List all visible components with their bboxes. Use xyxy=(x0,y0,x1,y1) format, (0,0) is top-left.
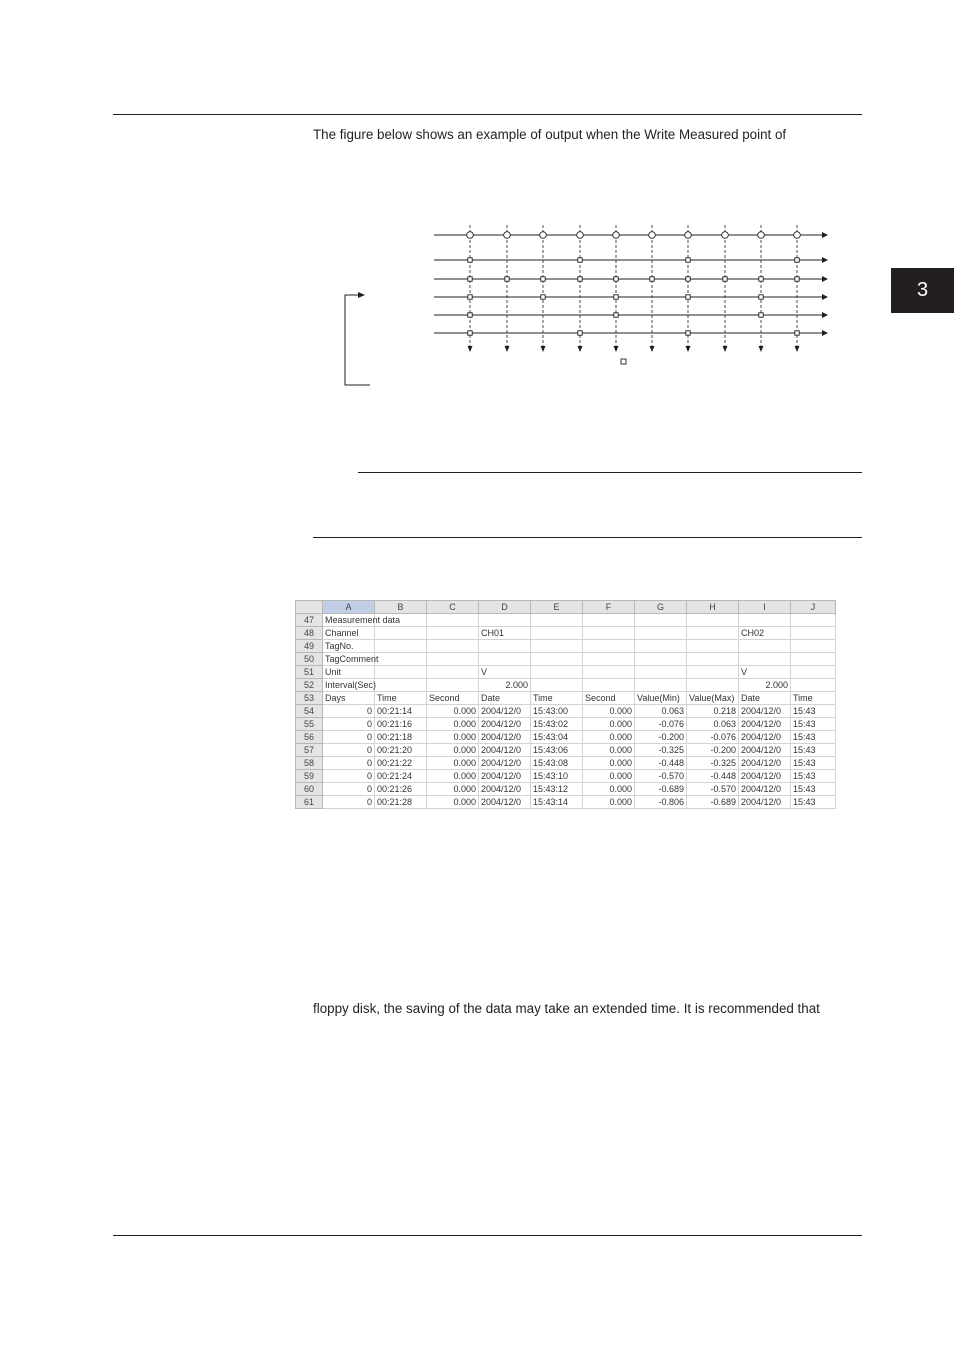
sample-square-marker xyxy=(759,295,763,299)
down-arrowhead xyxy=(578,346,583,352)
sheet-cell[interactable]: 0 xyxy=(323,731,375,744)
sheet-cell[interactable]: 15:43 xyxy=(791,783,836,796)
sheet-cell[interactable]: -0.325 xyxy=(687,757,739,770)
sheet-cell[interactable]: -0.689 xyxy=(635,783,687,796)
sheet-cell[interactable]: 00:21:20 xyxy=(375,744,427,757)
sheet-cell[interactable] xyxy=(583,627,635,640)
sample-square-marker xyxy=(505,277,509,281)
sheet-cell[interactable]: 0 xyxy=(323,770,375,783)
note-bottom-rule xyxy=(313,537,862,538)
top-rule xyxy=(113,114,862,115)
sheet-cell[interactable] xyxy=(583,666,635,679)
down-arrowhead xyxy=(759,346,764,352)
sample-square-marker xyxy=(686,295,690,299)
column-header[interactable]: C xyxy=(427,601,479,614)
sheet-cell[interactable]: Time xyxy=(375,692,427,705)
sheet-cell[interactable]: 15:43:08 xyxy=(531,757,583,770)
sample-circle-marker xyxy=(685,232,692,239)
sheet-cell[interactable] xyxy=(583,653,635,666)
sheet-cell[interactable]: -0.076 xyxy=(687,731,739,744)
sample-square-marker xyxy=(686,258,690,262)
sheet-cell[interactable] xyxy=(739,614,791,627)
sheet-cell[interactable] xyxy=(479,640,531,653)
sheet-cell[interactable]: 15:43:14 xyxy=(531,796,583,809)
sheet-cell[interactable]: -0.448 xyxy=(687,770,739,783)
sheet-cell[interactable]: 2004/12/0 xyxy=(479,770,531,783)
sheet-cell[interactable] xyxy=(739,653,791,666)
column-header[interactable]: E xyxy=(531,601,583,614)
row-header[interactable]: 61 xyxy=(296,796,323,809)
right-arrowhead xyxy=(822,257,828,263)
sheet-cell[interactable]: -0.076 xyxy=(635,718,687,731)
sheet-cell[interactable] xyxy=(531,627,583,640)
chapter-tab xyxy=(891,268,954,313)
sheet-cell[interactable] xyxy=(687,679,739,692)
sample-square-marker xyxy=(614,313,618,317)
sheet-cell[interactable]: 2.000 xyxy=(739,679,791,692)
sheet-cell[interactable]: -0.689 xyxy=(687,796,739,809)
sheet-cell[interactable]: 0 xyxy=(323,744,375,757)
sheet-cell[interactable]: Date xyxy=(479,692,531,705)
row-header[interactable]: 48 xyxy=(296,627,323,640)
sheet-cell[interactable] xyxy=(375,666,427,679)
sheet-cell[interactable]: 0.218 xyxy=(687,705,739,718)
sheet-cell[interactable]: Measurement data xyxy=(323,614,375,627)
spreadsheet xyxy=(295,600,816,812)
sheet-cell[interactable]: 15:43:02 xyxy=(531,718,583,731)
sample-square-marker xyxy=(686,331,690,335)
note-top-rule xyxy=(358,472,862,473)
column-header[interactable]: G xyxy=(635,601,687,614)
column-header-row xyxy=(296,601,836,614)
sheet-cell[interactable]: 2004/12/0 xyxy=(479,796,531,809)
sheet-cell[interactable]: 15:43 xyxy=(791,757,836,770)
sheet-row xyxy=(296,692,836,705)
sheet-cell[interactable]: 0 xyxy=(323,705,375,718)
sample-square-marker xyxy=(759,313,763,317)
sheet-row xyxy=(296,744,836,757)
sheet-cell[interactable] xyxy=(479,653,531,666)
bracket-line xyxy=(345,295,370,385)
column-header[interactable]: F xyxy=(583,601,635,614)
sheet-cell[interactable]: CH01 xyxy=(479,627,531,640)
sample-circle-marker xyxy=(758,232,765,239)
sample-square-marker xyxy=(614,295,618,299)
sheet-row xyxy=(296,666,836,679)
row-header[interactable]: 51 xyxy=(296,666,323,679)
sheet-cell[interactable]: Second xyxy=(583,692,635,705)
row-header[interactable]: 52 xyxy=(296,679,323,692)
sheet-cell[interactable] xyxy=(687,614,739,627)
sheet-cell[interactable] xyxy=(791,627,836,640)
sheet-cell[interactable] xyxy=(531,653,583,666)
sheet-cell[interactable]: 15:43 xyxy=(791,705,836,718)
sheet-row xyxy=(296,627,836,640)
sheet-cell[interactable]: -0.325 xyxy=(635,744,687,757)
sheet-cell[interactable]: 2004/12/0 xyxy=(739,770,791,783)
chapter-number: 3 xyxy=(916,279,929,301)
sample-square-marker xyxy=(795,258,799,262)
sheet-cell[interactable]: V xyxy=(479,666,531,679)
column-header[interactable]: I xyxy=(739,601,791,614)
sheet-cell[interactable]: 15:43:06 xyxy=(531,744,583,757)
sheet-cell[interactable] xyxy=(635,614,687,627)
sheet-cell[interactable]: 0 xyxy=(323,757,375,770)
sheet-cell[interactable]: Value(Min) xyxy=(635,692,687,705)
sheet-cell[interactable]: 0.063 xyxy=(687,718,739,731)
sampling-diagram xyxy=(330,215,840,390)
sheet-cell[interactable]: 2004/12/0 xyxy=(479,705,531,718)
sheet-row xyxy=(296,796,836,809)
sheet-cell[interactable]: 0 xyxy=(323,796,375,809)
sample-square-marker xyxy=(578,277,582,281)
sheet-cell[interactable]: 0.000 xyxy=(427,770,479,783)
sample-square-marker xyxy=(614,277,618,281)
sheet-cell[interactable] xyxy=(583,640,635,653)
sheet-cell[interactable] xyxy=(687,666,739,679)
sheet-cell[interactable] xyxy=(635,627,687,640)
down-arrowhead xyxy=(650,346,655,352)
sample-square-marker xyxy=(650,277,654,281)
body-paragraph: floppy disk, the saving of the data may take an extended time. It is recommended that xyxy=(313,1001,820,1016)
sheet-cell[interactable]: 00:21:22 xyxy=(375,757,427,770)
right-arrowhead xyxy=(822,312,828,318)
row-header[interactable]: 47 xyxy=(296,614,323,627)
sample-circle-marker xyxy=(722,232,729,239)
sheet-cell[interactable]: 0.000 xyxy=(583,705,635,718)
right-arrowhead xyxy=(822,276,828,282)
sheet-cell[interactable] xyxy=(583,679,635,692)
sheet-cell[interactable] xyxy=(427,666,479,679)
row-header[interactable]: 57 xyxy=(296,744,323,757)
sample-square-marker xyxy=(759,277,763,281)
row-header[interactable]: 56 xyxy=(296,731,323,744)
row-header[interactable]: 59 xyxy=(296,770,323,783)
sheet-row xyxy=(296,705,836,718)
sample-square-marker xyxy=(795,331,799,335)
sheet-cell[interactable]: 00:21:26 xyxy=(375,783,427,796)
sheet-cell[interactable] xyxy=(427,653,479,666)
sheet-cell[interactable]: TagComment xyxy=(323,653,375,666)
sheet-cell[interactable]: 0.000 xyxy=(427,718,479,731)
sheet-cell[interactable] xyxy=(479,614,531,627)
sheet-row xyxy=(296,770,836,783)
sheet-cell[interactable]: -0.570 xyxy=(687,783,739,796)
sheet-cell[interactable]: 0.000 xyxy=(427,744,479,757)
right-arrowhead xyxy=(822,330,828,336)
sheet-cell[interactable]: 2004/12/0 xyxy=(479,757,531,770)
sheet-cell[interactable]: 15:43 xyxy=(791,744,836,757)
sheet-cell[interactable]: -0.570 xyxy=(635,770,687,783)
intro-paragraph: The figure below shows an example of output when the Write Measured point of xyxy=(313,127,787,142)
row-header[interactable]: 55 xyxy=(296,718,323,731)
sheet-cell[interactable] xyxy=(375,640,427,653)
sheet-cell[interactable]: 0.000 xyxy=(427,757,479,770)
sheet-cell[interactable]: 15:43:12 xyxy=(531,783,583,796)
sample-square-marker xyxy=(795,277,799,281)
spreadsheet-grid xyxy=(295,600,836,809)
sheet-cell[interactable]: 0.000 xyxy=(583,770,635,783)
sheet-cell[interactable]: Interval(Sec) xyxy=(323,679,375,692)
sheet-cell[interactable] xyxy=(531,640,583,653)
row-header[interactable]: 50 xyxy=(296,653,323,666)
sheet-cell[interactable] xyxy=(791,640,836,653)
right-arrowhead xyxy=(822,232,828,238)
sheet-cell[interactable]: 2004/12/0 xyxy=(739,718,791,731)
sheet-cell[interactable]: -0.806 xyxy=(635,796,687,809)
sheet-cell[interactable] xyxy=(687,653,739,666)
sheet-cell[interactable]: 00:21:16 xyxy=(375,718,427,731)
legend-square-marker xyxy=(621,359,626,364)
sheet-cell[interactable] xyxy=(531,614,583,627)
sheet-cell[interactable]: 2004/12/0 xyxy=(479,783,531,796)
sheet-cell[interactable] xyxy=(427,640,479,653)
sheet-cell[interactable]: 0.000 xyxy=(583,744,635,757)
bottom-rule xyxy=(113,1235,862,1236)
down-arrowhead xyxy=(686,346,691,352)
sample-square-marker xyxy=(468,258,472,262)
sheet-cell[interactable]: 2004/12/0 xyxy=(739,783,791,796)
row-header[interactable]: 60 xyxy=(296,783,323,796)
sheet-cell[interactable]: 0.000 xyxy=(583,783,635,796)
column-header[interactable] xyxy=(296,601,323,614)
sheet-row xyxy=(296,679,836,692)
sheet-cell[interactable] xyxy=(375,653,427,666)
sample-square-marker xyxy=(578,331,582,335)
sheet-cell[interactable]: 0.000 xyxy=(427,731,479,744)
sheet-cell[interactable]: Unit xyxy=(323,666,375,679)
sample-circle-marker xyxy=(467,232,474,239)
down-arrowhead xyxy=(468,346,473,352)
sheet-cell[interactable]: 00:21:24 xyxy=(375,770,427,783)
sheet-cell[interactable]: 15:43 xyxy=(791,731,836,744)
sheet-cell[interactable]: 00:21:18 xyxy=(375,731,427,744)
sample-circle-marker xyxy=(504,232,511,239)
sheet-cell[interactable] xyxy=(791,653,836,666)
sheet-cell[interactable]: Date xyxy=(739,692,791,705)
sheet-cell[interactable] xyxy=(427,679,479,692)
sheet-cell[interactable]: 15:43 xyxy=(791,770,836,783)
down-arrowhead xyxy=(614,346,619,352)
column-header[interactable]: J xyxy=(791,601,836,614)
sheet-cell[interactable] xyxy=(791,679,836,692)
sample-square-marker xyxy=(468,331,472,335)
sheet-cell[interactable] xyxy=(583,614,635,627)
sheet-cell[interactable] xyxy=(635,640,687,653)
column-header[interactable]: B xyxy=(375,601,427,614)
sample-circle-marker xyxy=(577,232,584,239)
sheet-cell[interactable]: 2004/12/0 xyxy=(479,744,531,757)
sheet-cell[interactable]: -0.200 xyxy=(687,744,739,757)
sheet-cell[interactable]: Time xyxy=(791,692,836,705)
sheet-cell[interactable]: Time xyxy=(531,692,583,705)
sheet-row xyxy=(296,783,836,796)
sheet-row xyxy=(296,653,836,666)
down-arrowhead xyxy=(723,346,728,352)
sheet-cell[interactable]: 0 xyxy=(323,783,375,796)
sample-circle-marker xyxy=(794,232,801,239)
sheet-cell[interactable]: 00:21:14 xyxy=(375,705,427,718)
sheet-cell[interactable] xyxy=(687,627,739,640)
sample-circle-marker xyxy=(540,232,547,239)
sheet-cell[interactable]: 0.000 xyxy=(583,796,635,809)
column-header[interactable]: D xyxy=(479,601,531,614)
sheet-cell[interactable]: Channel xyxy=(323,627,375,640)
sheet-cell[interactable] xyxy=(791,614,836,627)
sheet-cell[interactable]: 2004/12/0 xyxy=(479,718,531,731)
sheet-cell[interactable]: 00:21:28 xyxy=(375,796,427,809)
sheet-cell[interactable]: 0.000 xyxy=(427,783,479,796)
sheet-cell[interactable]: 15:43:10 xyxy=(531,770,583,783)
sheet-row xyxy=(296,757,836,770)
right-arrowhead xyxy=(822,294,828,300)
sheet-cell[interactable] xyxy=(635,666,687,679)
sample-square-marker xyxy=(541,277,545,281)
sheet-cell[interactable]: 2004/12/0 xyxy=(739,744,791,757)
sheet-cell[interactable]: Second xyxy=(427,692,479,705)
sheet-cell[interactable]: 15:43:04 xyxy=(531,731,583,744)
column-header[interactable]: H xyxy=(687,601,739,614)
down-arrowhead xyxy=(795,346,800,352)
sheet-cell[interactable]: 2004/12/0 xyxy=(479,731,531,744)
sample-circle-marker xyxy=(649,232,656,239)
sheet-cell[interactable]: 2004/12/0 xyxy=(739,757,791,770)
sheet-cell[interactable] xyxy=(531,666,583,679)
sheet-cell[interactable]: 15:43:00 xyxy=(531,705,583,718)
sheet-cell[interactable]: 2004/12/0 xyxy=(739,731,791,744)
sheet-cell[interactable]: 0.000 xyxy=(583,718,635,731)
down-arrowhead xyxy=(541,346,546,352)
sheet-cell[interactable] xyxy=(427,627,479,640)
sheet-row xyxy=(296,614,836,627)
sheet-row xyxy=(296,718,836,731)
sheet-cell[interactable]: 2004/12/0 xyxy=(739,796,791,809)
sample-square-marker xyxy=(686,277,690,281)
sheet-cell[interactable]: V xyxy=(739,666,791,679)
sheet-cell[interactable]: Days xyxy=(323,692,375,705)
sheet-cell[interactable]: 0 xyxy=(323,718,375,731)
sheet-cell[interactable] xyxy=(427,614,479,627)
sheet-cell[interactable]: Value(Max) xyxy=(687,692,739,705)
column-header[interactable]: A xyxy=(323,601,375,614)
down-arrowhead xyxy=(505,346,510,352)
sheet-cell[interactable]: 0.000 xyxy=(427,796,479,809)
sample-circle-marker xyxy=(613,232,620,239)
sheet-cell[interactable] xyxy=(635,653,687,666)
sheet-cell[interactable]: 0.000 xyxy=(583,757,635,770)
sample-square-marker xyxy=(468,277,472,281)
sample-square-marker xyxy=(723,277,727,281)
sheet-cell[interactable] xyxy=(375,679,427,692)
sheet-cell[interactable]: 15:43 xyxy=(791,796,836,809)
sheet-cell[interactable] xyxy=(791,666,836,679)
sheet-cell[interactable]: 15:43 xyxy=(791,718,836,731)
sheet-cell[interactable]: 2004/12/0 xyxy=(739,705,791,718)
sheet-cell[interactable]: 0.000 xyxy=(583,731,635,744)
sample-square-marker xyxy=(468,313,472,317)
row-header[interactable]: 54 xyxy=(296,705,323,718)
sheet-cell[interactable]: CH02 xyxy=(739,627,791,640)
sheet-cell[interactable] xyxy=(635,679,687,692)
row-header[interactable]: 53 xyxy=(296,692,323,705)
sheet-cell[interactable] xyxy=(375,627,427,640)
sample-square-marker xyxy=(541,295,545,299)
sheet-cell[interactable]: 2.000 xyxy=(479,679,531,692)
sheet-cell[interactable] xyxy=(531,679,583,692)
sample-square-marker xyxy=(578,258,582,262)
sheet-cell[interactable]: -0.448 xyxy=(635,757,687,770)
sheet-cell[interactable]: -0.200 xyxy=(635,731,687,744)
sheet-cell[interactable] xyxy=(739,640,791,653)
row-header[interactable]: 58 xyxy=(296,757,323,770)
row-header[interactable]: 49 xyxy=(296,640,323,653)
sheet-cell[interactable]: 0.000 xyxy=(427,705,479,718)
bracket-arrowhead xyxy=(358,292,365,298)
sample-square-marker xyxy=(468,295,472,299)
sheet-row xyxy=(296,731,836,744)
sheet-cell[interactable]: 0.063 xyxy=(635,705,687,718)
sheet-cell[interactable] xyxy=(687,640,739,653)
sheet-cell[interactable]: TagNo. xyxy=(323,640,375,653)
sheet-row xyxy=(296,640,836,653)
